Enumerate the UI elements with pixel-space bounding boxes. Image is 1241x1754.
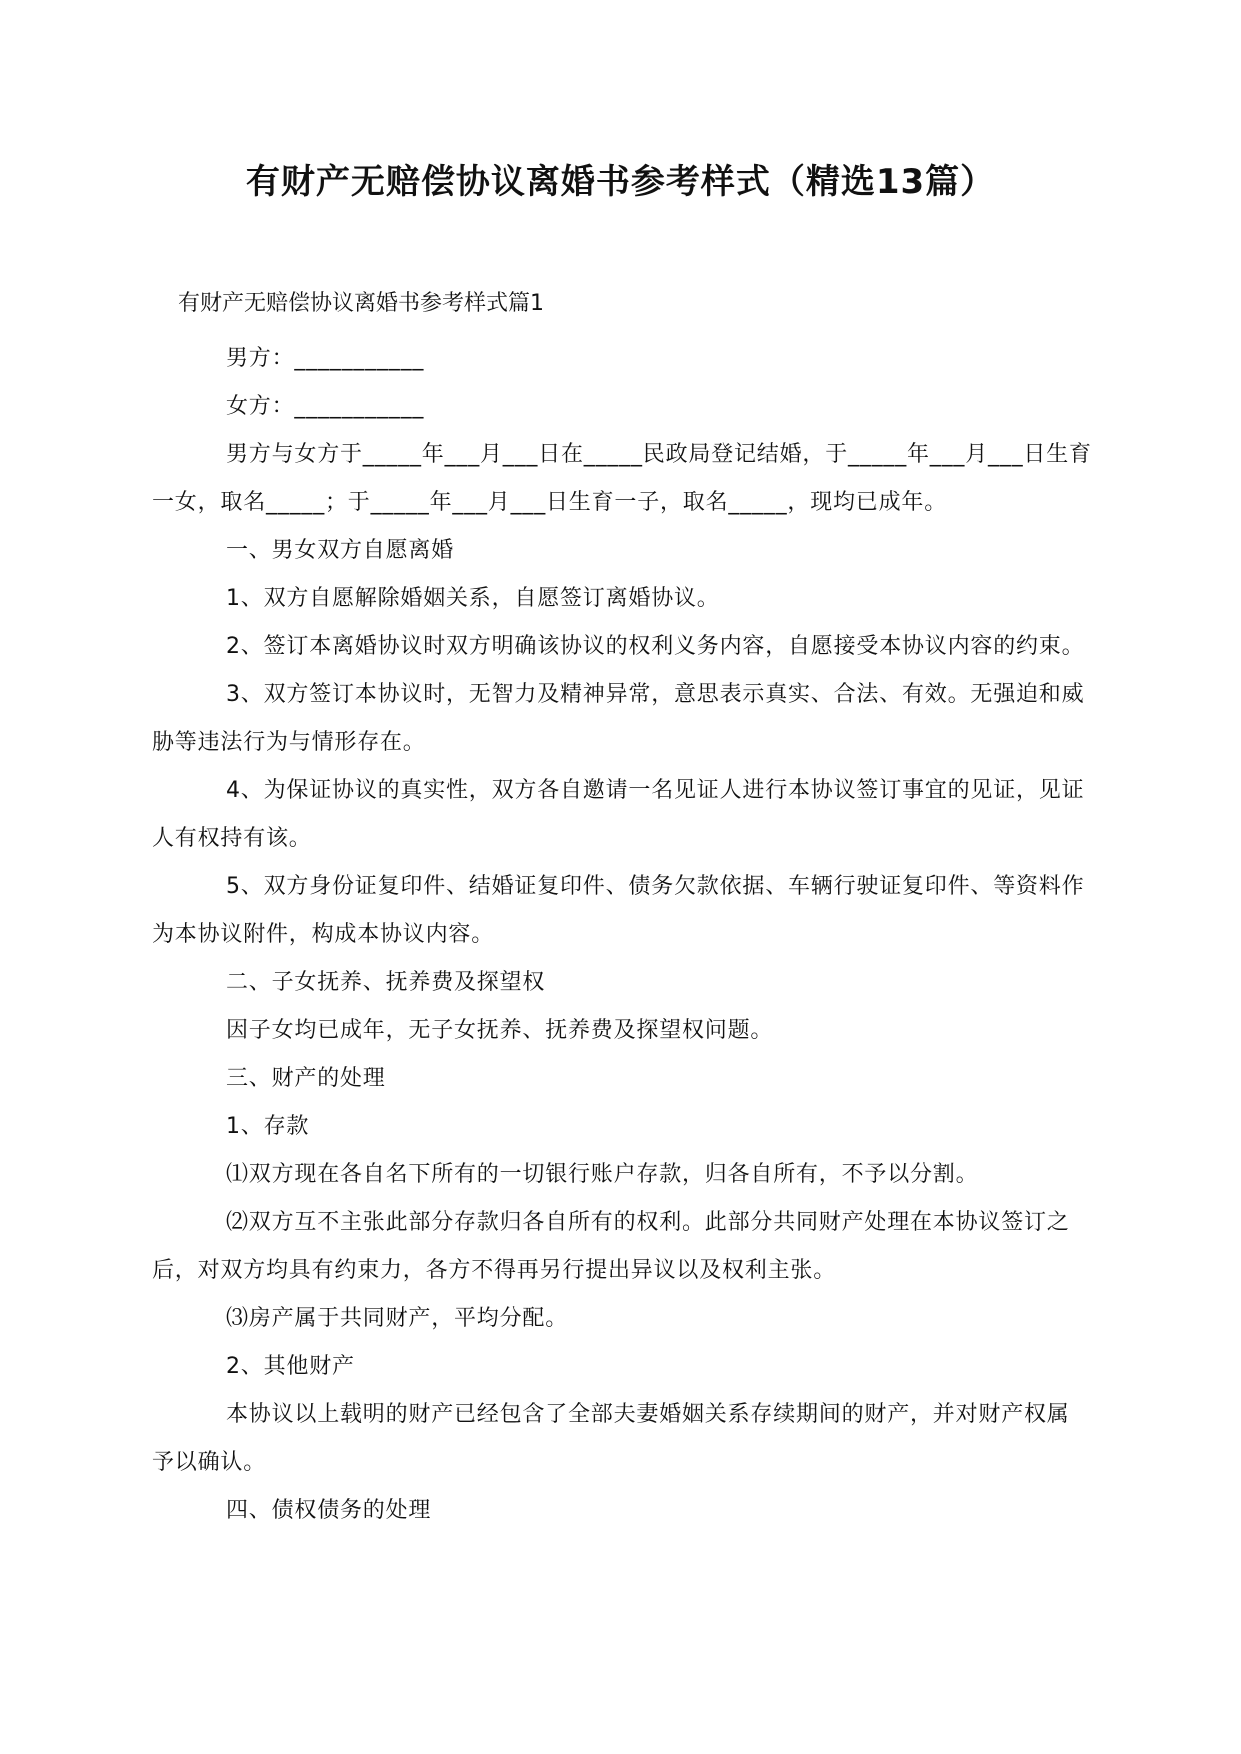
heading-deposits: 1、存款 <box>226 1114 310 1139</box>
paragraph-item-5: 5、双方身份证复印件、结婚证复印件、债务欠款依据、车辆行驶证复印件、等资料作为本协议附件，构成本协议内容。 <box>152 874 1085 947</box>
heading-voluntary-divorce: 一、男女双方自愿离婚 <box>226 538 455 563</box>
paragraph-deposit-3: ⑶房产属于共同财产，平均分配。 <box>226 1306 569 1331</box>
paragraph-deposit-2: ⑵双方互不主张此部分存款归各自所有的权利。此部分共同财产处理在本协议签订之后，对双方均具有约束力，各方不得再另行提出异议以及权利主张。 <box>152 1210 1070 1283</box>
paragraph-female-party: 女方：___________ <box>226 394 425 419</box>
paragraph-marriage-info: 男方与女方于_____年___月___日在_____民政局登记结婚，于_____年___月___日生育一女，取名_____；于_____年___月___日生育一子，取名_____，现均已成年。 <box>152 442 1092 515</box>
paragraph-male-party: 男方：___________ <box>226 346 425 371</box>
document-body <box>152 335 1092 1535</box>
paragraph-other-property: 本协议以上载明的财产已经包含了全部夫妻婚姻关系存续期间的财产，并对财产权属予以确认。 <box>152 1402 1070 1475</box>
heading-other-property: 2、其他财产 <box>226 1354 355 1379</box>
paragraph-item-4: 4、为保证协议的真实性，双方各自邀请一名见证人进行本协议签订事宜的见证，见证人有权持有该。 <box>152 778 1085 851</box>
document-title: 有财产无赔偿协议离婚书参考样式（精选13篇） <box>245 162 996 202</box>
paragraph-item-2: 2、签订本离婚协议时双方明确该协议的权利义务内容，自愿接受本协议内容的约束。 <box>226 634 1085 659</box>
heading-property: 三、财产的处理 <box>226 1066 386 1091</box>
section-heading: 有财产无赔偿协议离婚书参考样式篇1 <box>178 291 544 316</box>
paragraph-item-3: 3、双方签订本协议时，无智力及精神异常，意思表示真实、合法、有效。无强迫和威胁等违法行为与情形存在。 <box>152 682 1085 755</box>
paragraph-child-support: 因子女均已成年，无子女抚养、抚养费及探望权问题。 <box>226 1018 774 1043</box>
heading-child-support: 二、子女抚养、抚养费及探望权 <box>226 970 546 995</box>
paragraph-item-1: 1、双方自愿解除婚姻关系，自愿签订离婚协议。 <box>226 586 720 611</box>
paragraph-deposit-1: ⑴双方现在各自名下所有的一切银行账户存款，归各自所有，不予以分割。 <box>226 1162 979 1187</box>
heading-debts: 四、债权债务的处理 <box>226 1498 432 1523</box>
